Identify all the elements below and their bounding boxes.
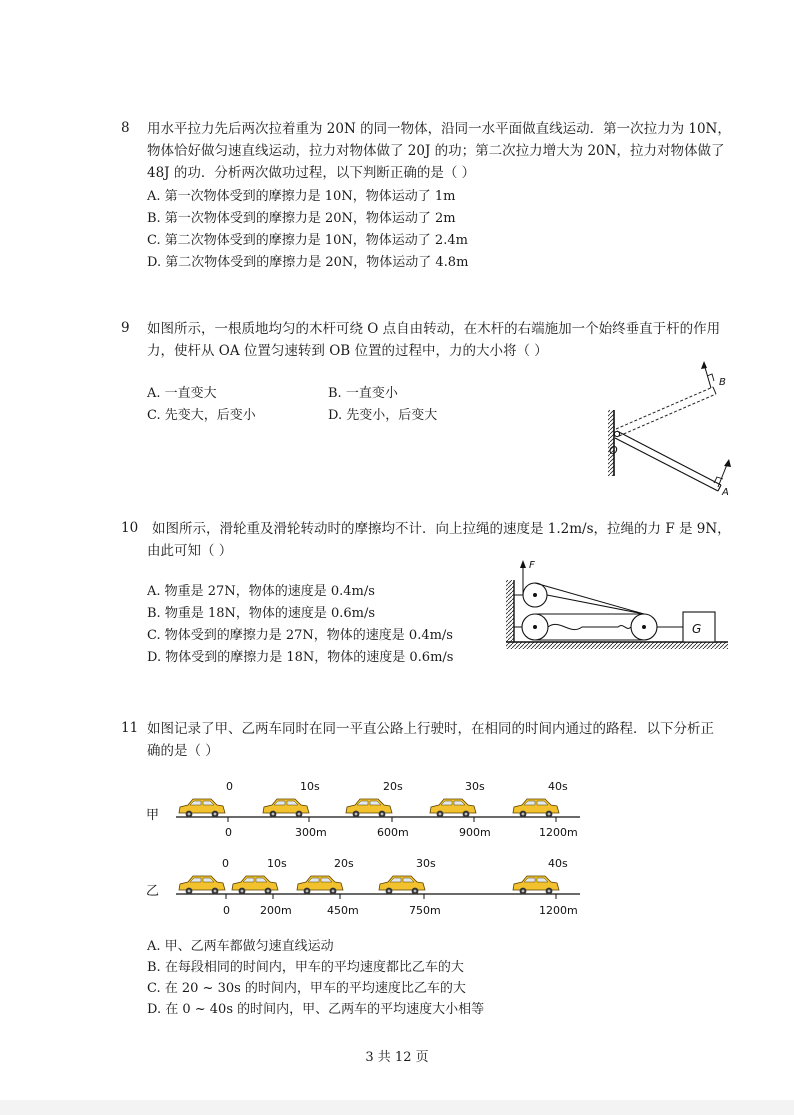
page-bottom-strip — [0, 1100, 794, 1115]
force-arrow-f — [520, 560, 526, 568]
distance-label: 0 — [223, 904, 230, 917]
option-c: C. 物体受到的摩擦力是 27N，物体的速度是 0.4m/s — [147, 628, 453, 643]
pivot-o — [614, 431, 619, 436]
question-text-line: 物体恰好做匀速直线运动，拉力对物体做了 20J 的功；第二次拉力增大为 20N，拉力对物体做了 — [147, 143, 725, 159]
option-d: D. 第二次物体受到的摩擦力是 20N，物体运动了 4.8m — [147, 255, 469, 270]
car-yi — [232, 876, 278, 894]
question-number: 10 — [121, 520, 139, 536]
rod-ob — [616, 387, 716, 436]
car-yi — [179, 876, 225, 894]
cars-diagram — [140, 770, 600, 925]
question-text-line: 力，使杆从 OA 位置匀速转到 OB 位置的过程中，力的大小将（ ） — [147, 343, 548, 359]
time-label: 20s — [334, 857, 354, 870]
question-text-line: 如图所示，一根质地均匀的木杆可绕 O 点自由转动，在木杆的右端施加一个始终垂直于杆的作用 — [147, 321, 721, 337]
label-b: B — [719, 377, 726, 388]
force-arrow-b — [701, 361, 714, 388]
distance-label: 0 — [225, 826, 232, 839]
time-label: 20s — [383, 780, 403, 793]
label-yi: 乙 — [146, 884, 160, 899]
time-label: 40s — [548, 780, 568, 793]
label-jia: 甲 — [146, 808, 160, 823]
wall — [608, 410, 614, 476]
distance-label: 300m — [295, 826, 327, 839]
time-label: 0 — [222, 857, 229, 870]
time-label: 40s — [548, 857, 568, 870]
option-a: A. 物重是 27N，物体的速度是 0.4m/s — [147, 584, 375, 599]
question-text-line: 由此可知（ ） — [147, 543, 233, 559]
label-o: O — [609, 444, 618, 457]
label-a: A — [722, 487, 729, 498]
question-number: 9 — [121, 320, 130, 336]
question-text-line: 如图记录了甲、乙两车同时在同一平直公路上行驶时，在相同的时间内通过的路程．以下分析正 — [147, 721, 714, 737]
option-d: D. 物体受到的摩擦力是 18N，物体的速度是 0.6m/s — [147, 650, 454, 665]
question-text-line: 确的是（ ） — [147, 743, 219, 759]
page-footer: 3 共 12 页 — [365, 1050, 429, 1065]
car-jia — [513, 799, 559, 817]
distance-label: 200m — [260, 904, 292, 917]
distance-label: 750m — [409, 904, 441, 917]
car-jia — [430, 799, 476, 817]
label-f: F — [529, 560, 535, 571]
label-g: G — [692, 622, 702, 636]
option-b: B. 在每段相同的时间内，甲车的平均速度都比乙车的大 — [147, 960, 464, 975]
rod-oa — [615, 431, 721, 491]
option-d: D. 先变小，后变大 — [328, 408, 438, 423]
distance-label: 1200m — [539, 904, 578, 917]
question-number: 11 — [121, 720, 139, 736]
time-label: 30s — [416, 857, 436, 870]
question-text-line: 用水平拉力先后两次拉着重为 20N 的同一物体，沿同一水平面做直线运动．第一次拉力为 10N， — [147, 121, 731, 137]
option-a: A. 甲、乙两车都做匀速直线运动 — [147, 939, 334, 954]
distance-label: 900m — [459, 826, 491, 839]
car-jia — [346, 799, 392, 817]
distance-label: 450m — [327, 904, 359, 917]
option-c: C. 第二次物体受到的摩擦力是 10N，物体运动了 2.4m — [147, 233, 468, 248]
distance-label: 1200m — [539, 826, 578, 839]
time-label: 10s — [267, 857, 287, 870]
time-label: 10s — [300, 780, 320, 793]
car-yi — [297, 876, 343, 894]
car-jia — [179, 799, 225, 817]
option-b: B. 一直变小 — [328, 386, 398, 401]
time-label: 0 — [226, 780, 233, 793]
car-yi — [513, 876, 559, 894]
pulley-diagram — [500, 556, 735, 656]
distance-label: 600m — [377, 826, 409, 839]
option-b: B. 物重是 18N，物体的速度是 0.6m/s — [147, 606, 376, 621]
option-b: B. 第一次物体受到的摩擦力是 20N，物体运动了 2m — [147, 211, 456, 226]
car-jia — [263, 799, 309, 817]
wall — [506, 580, 514, 642]
question-text-line: 如图所示，滑轮重及滑轮转动时的摩擦均不计．向上拉绳的速度是 1.2m/s，拉绳的力 F 是 9N， — [152, 521, 731, 537]
question-text-line: 48J 的功．分析两次做功过程，以下判断正确的是（ ） — [147, 165, 476, 181]
option-c: C. 在 20 ~ 30s 的时间内，甲车的平均速度比乙车的大 — [147, 981, 466, 996]
car-yi — [379, 876, 425, 894]
lever-diagram — [598, 358, 743, 498]
option-d: D. 在 0 ~ 40s 的时间内，甲、乙两车的平均速度大小相等 — [147, 1002, 485, 1017]
question-number: 8 — [121, 120, 130, 136]
option-c: C. 先变大，后变小 — [147, 408, 256, 423]
option-a: A. 一直变大 — [147, 386, 217, 401]
ground — [506, 642, 728, 649]
time-label: 30s — [465, 780, 485, 793]
option-a: A. 第一次物体受到的摩擦力是 10N，物体运动了 1m — [147, 189, 456, 204]
